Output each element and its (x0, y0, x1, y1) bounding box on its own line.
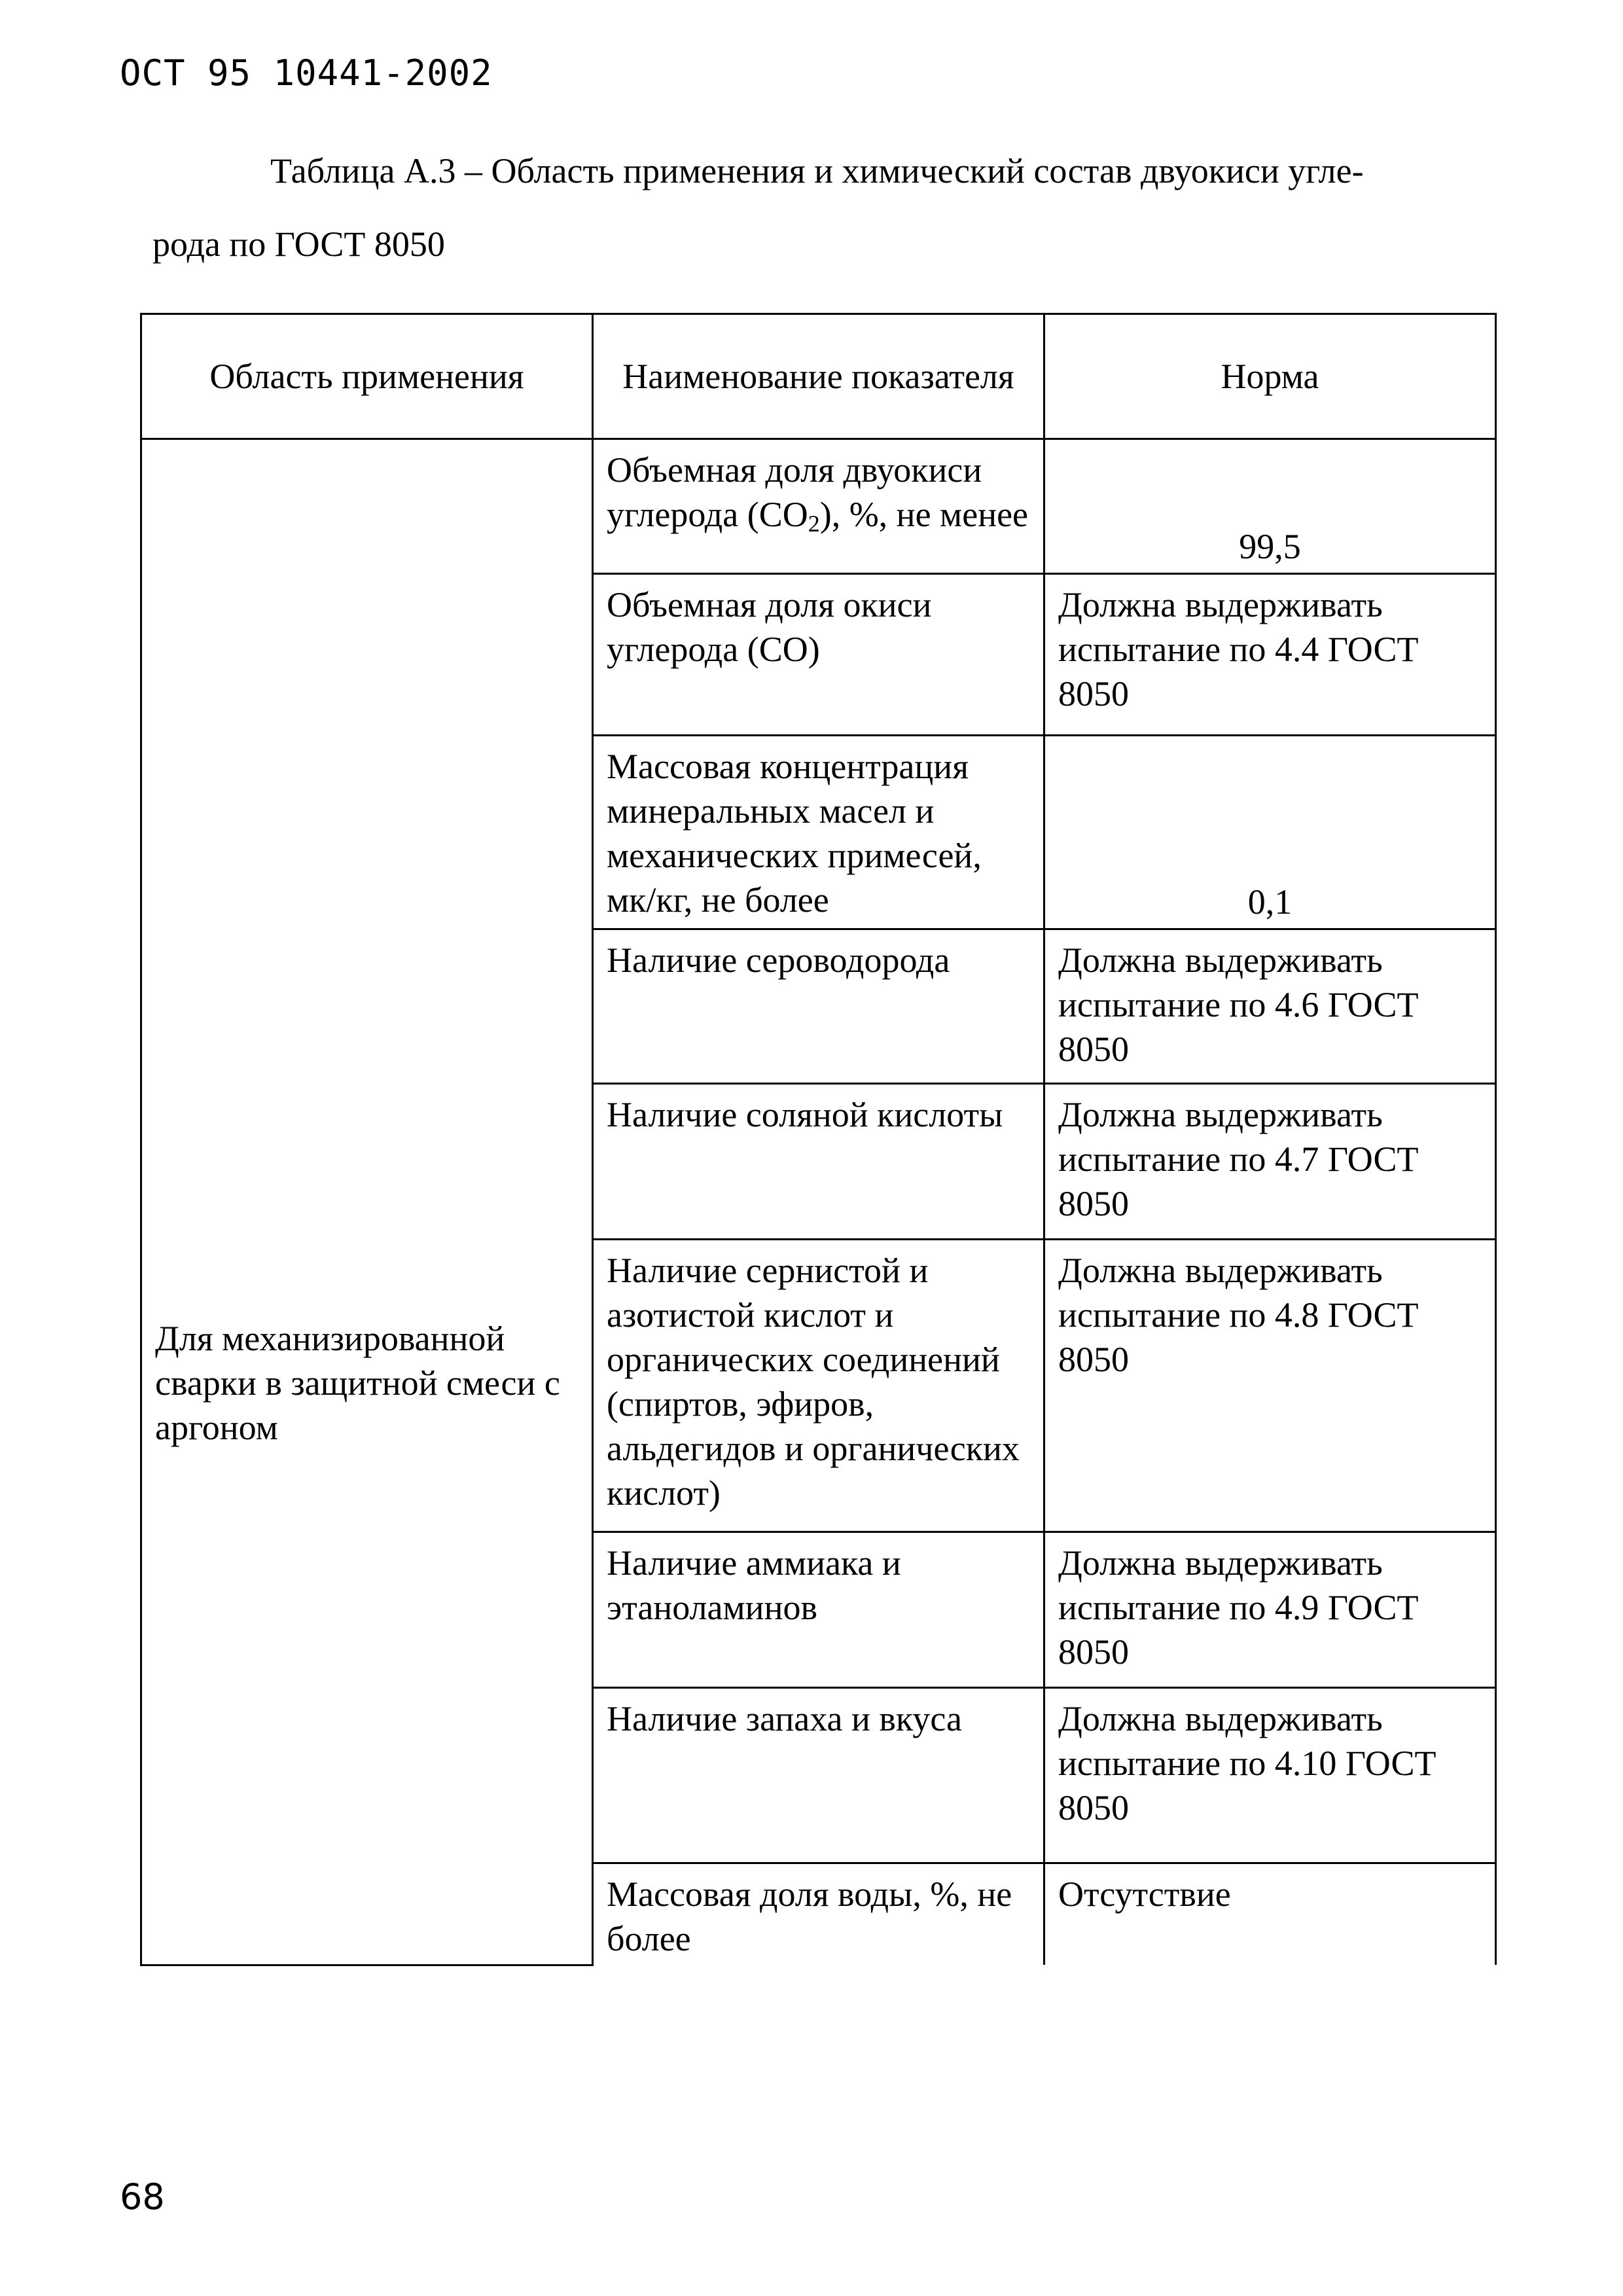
header-indicator: Наименование показателя (593, 314, 1044, 439)
indicator-cell: Наличие сероводорода (593, 929, 1044, 1084)
table-header-row (141, 314, 1496, 439)
norm-cell: Должна выдерживать испытание по 4.7 ГОСТ 8050 (1044, 1084, 1496, 1240)
application-area-cell: Для механизированной сварки в защитной смеси с аргоном (141, 439, 593, 1965)
norm-cell: Должна выдерживать испытание по 4.4 ГОСТ 8050 (1044, 574, 1496, 736)
norm-cell: Должна выдерживать испытание по 4.6 ГОСТ 8050 (1044, 929, 1496, 1084)
indicator-cell: Массовая доля воды, %, не более (593, 1863, 1044, 1965)
norm-cell: Должна выдерживать испытание по 4.10 ГОСТ 8050 (1044, 1688, 1496, 1863)
header-area: Область применения (141, 314, 593, 439)
norm-cell: 0,1 (1044, 736, 1496, 929)
document-code: ОСТ 95 10441-2002 (120, 52, 493, 94)
caption-line-1: Таблица А.3 – Область применения и химический состав двуокиси угле- (270, 151, 1364, 190)
table-row (141, 439, 1496, 574)
indicator-cell: Наличие аммиака и этаноламинов (593, 1532, 1044, 1688)
indicator-cell: Массовая концентрация минеральных масел и механических примесей, мк/кг, не более (593, 736, 1044, 929)
indicator-cell: Наличие соляной кислоты (593, 1084, 1044, 1240)
norm-cell: Должна выдерживать испытание по 4.9 ГОСТ 8050 (1044, 1532, 1496, 1688)
indicator-cell (593, 439, 1044, 574)
caption-line-2: рода по ГОСТ 8050 (152, 224, 445, 264)
norm-cell: Должна выдерживать испытание по 4.8 ГОСТ 8050 (1044, 1240, 1496, 1532)
indicator-text-pre: Объемная доля двуокиси углерода (CO (607, 450, 982, 534)
indicator-cell: Наличие запаха и вкуса (593, 1688, 1044, 1863)
indicator-cell: Объемная доля окиси углерода (CO) (593, 574, 1044, 736)
indicator-text-post: ), %, не менее (819, 495, 1029, 534)
indicator-cell: Наличие сернистой и азотистой кислот и органических соединений (спиртов, эфиров, альдегидов и органических кислот) (593, 1240, 1044, 1532)
subscript-2: 2 (808, 511, 820, 537)
composition-table (140, 313, 1497, 1966)
table-caption (152, 134, 1481, 281)
header-norm: Норма (1044, 314, 1496, 439)
page-number: 68 (120, 2176, 165, 2217)
norm-cell: Отсутствие (1044, 1863, 1496, 1965)
norm-cell: 99,5 (1044, 439, 1496, 574)
